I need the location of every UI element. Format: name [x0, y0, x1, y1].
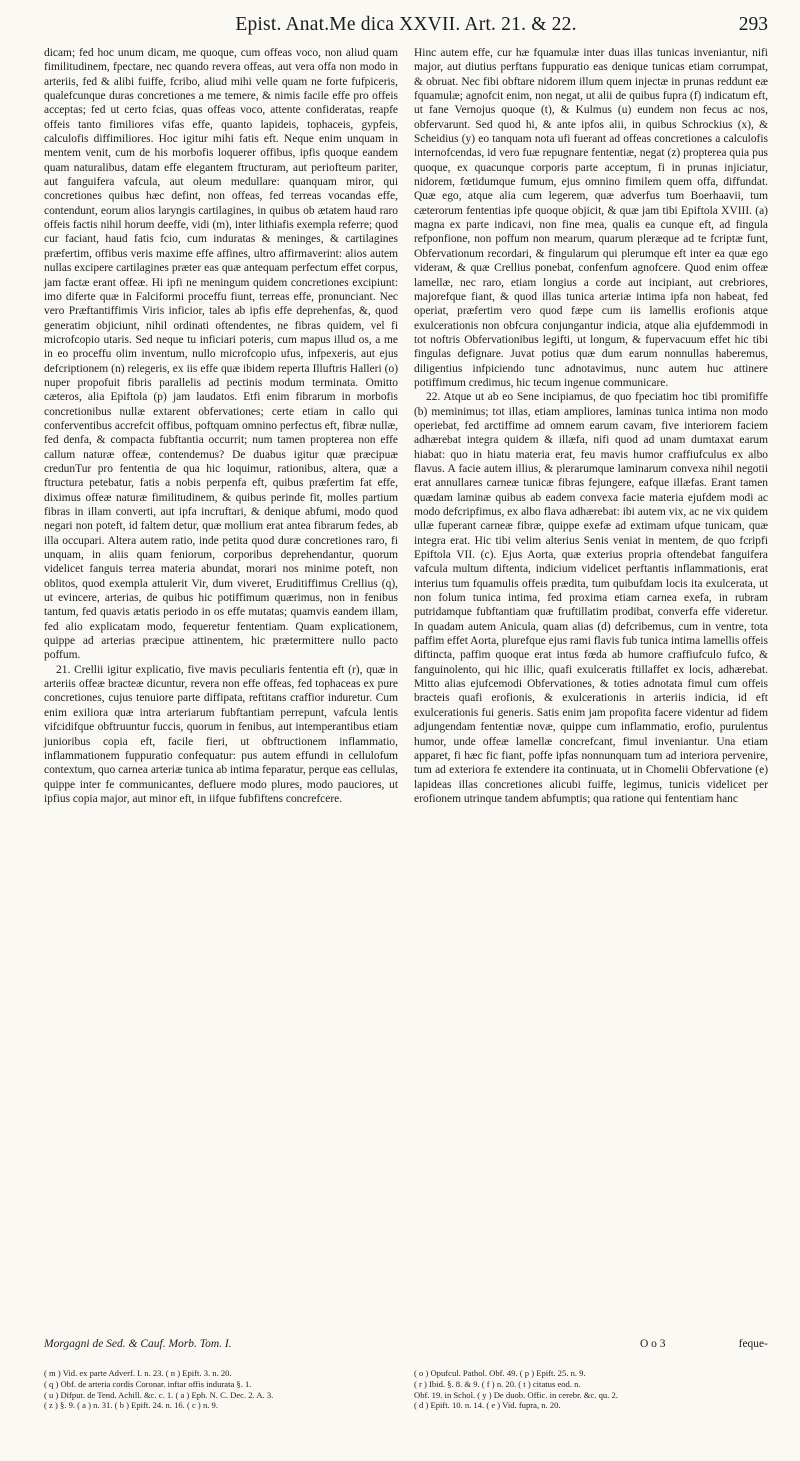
running-foot: Morgagni de Sed. & Cauf. Morb. Tom. I.	[44, 1338, 232, 1350]
footnote-line: ( o ) Opufcul. Pathol. Obf. 49. ( p ) Epift. 25. n. 9.	[414, 1368, 586, 1378]
footnotes-left	[44, 1368, 398, 1411]
footnote-line: ( m ) Vid. ex parte Adverf. I. n. 23. ( n ) Epift. 3. n. 20.	[44, 1368, 232, 1378]
running-title: Epist. Anat.Me dica XXVII. Art. 21. & 22.	[235, 14, 577, 35]
footnote-line: ( d ) Epift. 10. n. 14. ( e ) Vid. fupra, n. 20.	[414, 1400, 561, 1411]
footnotes-right	[414, 1368, 768, 1411]
footnote-line: ( q ) Obf. de arteria cordis Coronar. inftar offis indurata §. 1.	[44, 1378, 252, 1389]
footnote-line: Obf. 19. in Schol. ( y ) De duob. Offic. in cerebr. &c. qu. 2.	[414, 1389, 618, 1400]
footnote-line: ( r ) Ibid. §. 8. & 9. ( f ) n. 20. ( t ) citatus eod. n.	[414, 1378, 581, 1389]
page-number: 293	[738, 14, 768, 35]
right-text-column	[414, 46, 768, 806]
footnote-line: ( u ) Difput. de Tend. Achill. &c. c. 1. ( a ) Eph. N. C. Dec. 2. A. 3.	[44, 1389, 274, 1400]
paragraph: 21. Crellii igitur explicatio, five mavis peculiaris fententia eft (r), quæ in arteriis offeæ bracteæ dicuntur, revera non effe offeas, fed tophaceas ex pure concretiones, cujus tenuiore parte diffipata, reftitans craffior induretur. Cum enim exiliora quæ intra arteriarum fubftantiam perrepunt, vafcula lentis vifcidifque obftruuntur fuccis, quorum in fenibus, aut intemperantibus etiam junioribus copia eft, facile fieri, ut obftructionem inflammatio, inflammationem fuppuratio confequatur: pus autem effundi in cellulofum contextum, quo carnea arteriæ tunica ab intima feparatur, perque eas cellulas, quippe inter fe communicantes, defluere modo plures, modo pauciores, ut ipfius copia major, aut minor eft, in iifque fubfiftens concrefcere.	[44, 663, 398, 805]
page-header	[44, 14, 768, 40]
signature-mark: O o 3	[640, 1338, 666, 1350]
left-text-column	[44, 46, 398, 806]
catchword: feque-	[738, 1338, 768, 1350]
paragraph: 22. Atque ut ab eo Sene incipiamus, de quo fpeciatim hoc tibi promififfe (b) meminimus; tot illas, etiam ampliores, laminas tunica intima non modo operiebat, fed arctiffime ad omnem earum cavam, five interiorem faciem adhærebat integra quidem & illæfa, nifi quod ad unam dumtaxat earum hiabat: quo in hiatu materia erat, feu mavis humor craffiufculus ex albo flavus. A facie autem illius, & plerarumque laminarum convexa nihil negotii erat annullares carneæ tunicæ fibras fejungere, eafque illæfas. Erant tamen quædam laminæ quibus ab eadem convexa facie materia ejufdem modi ac modo defcripfimus, ex albo flava adhærebat: ibi autem vix, ac ne vix quidem ullæ fuperant carneæ fibræ, quippe exefæ ad extimam ufque tunicam, quæ integra erat. Hic tibi velim alterius Senis veniat in mentem, de quo fcripfi Epiftola VII. (c). Ejus Aorta, quæ exterius propria oftendebat fanguifera vafcula multum diftenta, indicium videlicet perftantis inflammationis, erat interius tum fquamulis offeis prædita, tum quibufdam locis ita exulcerata, ut non folum tunica intima, fed proxima etiam carnea exefa, in rubram putridamque fubftantiam quæ fruftillatim prodibat, converfa effe videretur. In quadam autem Anicula, quam alias (d) defcribemus, cum in ventre, tota paffim effet Aorta, plurefque ejus rami flavis fub tunica intima lamellis offeis diftincta, paffim quoque erat intus fœda ab humore craffiufculo fufco, & fanguinolento, qui hic illic, quafi exulceratis ftillaffet ex locis, adhærebat. Mitto alias ejufcemodi Obfervationes, & toties adnotata fimul cum offeis bracteis quafi erofionis, & exulcerationis in arteriis indicia, id eft exulcerationis fui generis. Satis enim jam propofita facere videntur ad fidem adjungendam fententiæ novæ, quippe cum inflammatio, erofio, purulentus humor, unde offeæ lamellæ concrefcant, fimul inveniantur. Una etiam apparet, fi hæc fic fiant, poffe ipfas nonnunquam tum ad interiora pervenire, tum ad exteriora fe extendere ita continuata, ut in Chomelii Obfervatione (e) lapideas illas concretiones alicubi fuiffe, legimus, tunicis videlicet per erofionem utrinque tandem abfumptis; qua ratione qui fententiam hanc	[414, 391, 768, 805]
footnote-line: ( z ) §. 9. ( a ) n. 31. ( b ) Epift. 24. n. 16. ( c ) n. 9.	[44, 1400, 218, 1411]
paragraph: dicam; fed hoc unum dicam, me quoque, cum offeas voco, non aliud quam fimilitudinem, fpectare, nec quando revera offeas, aut vera offa non modo in arteriis, fed & alibi fuiffe, fcribo, aliud mihi velle quam ne forte fufpiceris, qualefcunque duras concretiones a me temere, & nimis facile effe pro offeis acceptas; fed ut certo fcias, quas offeas voco, attente confideratas, reapfe offeis tanto fimiliores vifas effe, quanto lapideis, tophaceis, gypfeis, calculofis diffimiliores. Hoc igitur mihi fatis eft. Neque enim unquam in mentem venit, cum de his morbofis loquerer offibus, ipfis quoque eandem quam naturalibus, datam effe elegantem ftructuram, aut periofteum pariter, aut fanguifera vafcula, aut oleum medullare: quanquam miror, qui concretiones quibus hæc defint, non offeas, fed terreas vocandas effe, contendunt, eorum alios laryngis cartilagines, in quibus ob ætatem haud raro offeis factis nihil horum deeffe, vidi (m), inter lithiafis exempla referre; quod cur faciant, haud fatis fcio, cum induratas & meninges, & cartilagines præfertim, offibus veris maxime effe affines, ultro affirmaverint: alios autem nullas excipere cartilagines præter eas quæ antequam perfectum effet corpus, jam factæ erant offeæ. Hi ipfi ne meningum quidem concretiones excipiunt: imo diferte quæ in Falciformi proceffu fiunt, terreas effe, pronunciant. Nec vero Præftantiffimis Viris inficior, tales ab ipfis effe deprehenfas, &, quod generatim objiciunt, nihil ordinati oftendentes, ne fibras quidem, vel fi microfcopio utaris. Sed neque tu inficiari poteris, cum mapus illud os, a me in eo proceffu olim inventum, nullo microfcopio ufus, infpexeris, aut ejus defcriptionem (n) relegeris, ex iis effe quæ ibidem reperta Illuftris Halleri (o) nuper propofuit fibris parallelis ad pectinis modum terminata. Omitto cæteros, alia Epiftola (p) jam laudatos. Etfi enim fibrarum in morbofis concretionibus nullæ extarent obfervationes; certe etiam in callo qui conferventibus accrefcit offibus, poftquam omnino perfectus eft, fibræ nullæ, fed denfa, & compacta fubftantia occurrit; num tamen propterea non effe callum naturæ offeæ, contendemus? De duabus igitur quæ præcipuæ credunTur pro fententia de qua hic loquimur, rationibus, altera, quæ a ftructura petebatur, fatis a nobis perpenfa eft, quibus præfertim fat effe, diximus offeæ naturæ fimilitudinem, & quibus perinde fit, molles partium fibras in illam converti, aut ipfa incruftari, & denique abfumi, modo quod negari non poteft, id faltem detur, quæ mollium erat antea fibrarum fedes, ab illa occupari. Altera autem ratio, inde petita quod duræ concretiones raro, fi unquam, in aliis quam feniorum, corporibus deprehendantur, quorum videlicet fanguis terrea materia abundat, morari nos minime poteft, non oblitos, quod exempla attulerit Vir, dum viveret, Eruditiffimus Crellius (q), ut evincere, arterias, de quibus hic potiffimum quærimus, non in fenibus tantum, fed quavis ætatis periodo in os effe mutatas; quamvis eandem illam, fed alio explicatam modo, fequeretur fententiam. Quam explicationem, quippe ad arterias præcipue attinentem, hic prætermittere nullo pacto poffum.	[44, 47, 398, 662]
paragraph: Hinc autem effe, cur hæ fquamulæ inter duas illas tunicas inveniantur, nifi major, aut diutius perftans fuppuratio eas denique tunicas etiam corrumpat, & obruat. Nec fibi obftare nidorem illum quem injectæ in prunas reddunt eæ fquamulæ; agnofcit enim, non negat, ut alii de quibus fupra (f) indicatum eft, ut fane Vernojus quoque (t), & Kulmus (u) eundem non fecus ac nos, obfervarunt. Sed quod hi, & ante ipfos alii, in quibus Schrockius (x), & Scheidius (y) eo tanquam nota ufi fuerant ad offeas concretiones a calculofis internofcendas, id vero fuæ repugnare fententiæ, negat (z) propterea quia pus quoque, ex quacunque corporis parte acceptum, fi in prunas injiciatur, nidorem, fœtidumque fumum, ejus omnino fimilem quem offa, diffundat. Quæ ego, atque alia cum legerem, quæ adverfus tum Boerhaavii, tum cæterorum fententias ipfe quoque objicit, & quæ jam tibi Epiftola XVIII. (a) magna ex parte indicavi, non fine mea, qualis ea cunque eft, ad fingula refponfione, non poffum non mearum, quarum pleræque ad te fcriptæ funt, Obfervationum recordari, & fingularum qui plerumque eft inter ea quæ ego viderам, & quæ Crellius ponebat, confenfum agnofcere. Quod enim offeæ lamellæ, nec raro, etiam longius a corde aut incipiant, aut crebriores, majorefque fiant, & quod illas tunica arteriæ intima ipfa non habeat, fed operiat, præfertim vero quod fæpe cum iis lamellis erofionis atque exulcerationis non obfcura conjungantur indicia, atque alia ejufdemmodi in tot noftris Obfervationibus legifti, ut longum, & fupervacuum effet hic tibi fingulas defignare. Juvat potius quæ dum earum nonnullas haberemus, diligentius infpiciendo tunc adnotavimus, nunc autem huc attinere potiffimum credimus, hic tecum ingenue communicare.	[414, 47, 768, 389]
